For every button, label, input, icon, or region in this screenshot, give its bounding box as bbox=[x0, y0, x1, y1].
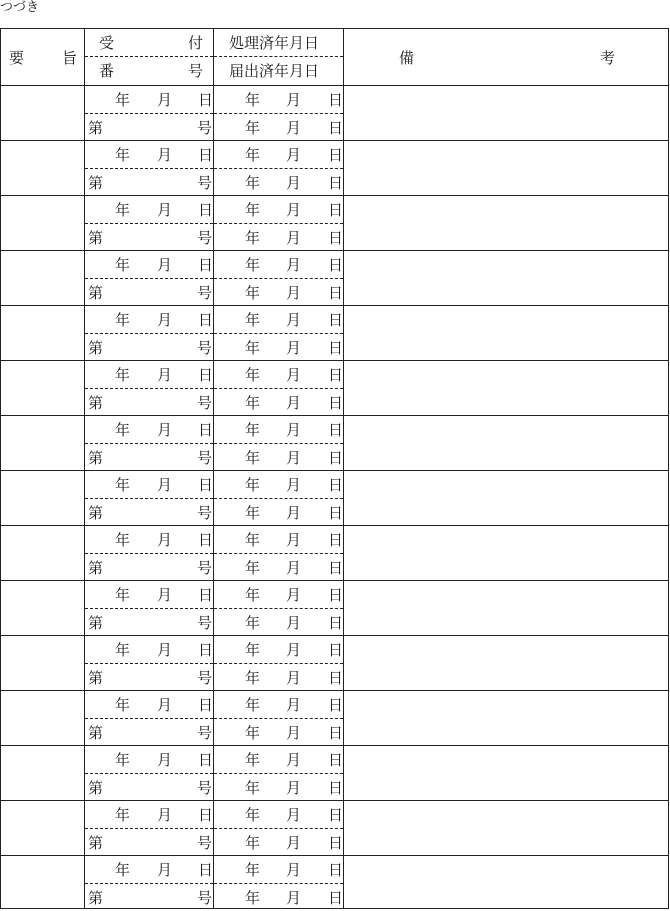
day-label: 日 bbox=[198, 256, 214, 274]
processed-date-cell[interactable] bbox=[214, 141, 343, 168]
receipt-date-cell[interactable] bbox=[85, 526, 213, 553]
year-label: 年 bbox=[245, 614, 261, 632]
month-label: 月 bbox=[157, 641, 173, 659]
receipt-date-cell[interactable] bbox=[85, 361, 213, 388]
remarks-cell[interactable] bbox=[344, 471, 668, 525]
day-label: 日 bbox=[198, 476, 214, 494]
year-label: 年 bbox=[245, 751, 261, 769]
month-label: 月 bbox=[286, 394, 302, 412]
summary-cell[interactable] bbox=[1, 251, 84, 305]
year-label: 年 bbox=[245, 421, 261, 439]
year-label: 年 bbox=[245, 449, 261, 467]
month-label: 月 bbox=[157, 91, 173, 109]
month-label: 月 bbox=[286, 696, 302, 714]
month-label: 月 bbox=[286, 669, 302, 687]
day-label: 日 bbox=[328, 806, 344, 824]
summary-cell[interactable] bbox=[1, 86, 84, 140]
day-label: 日 bbox=[328, 696, 344, 714]
receipt-date-cell[interactable] bbox=[85, 856, 213, 883]
day-label: 日 bbox=[328, 861, 344, 879]
receipt-date-cell[interactable] bbox=[85, 691, 213, 718]
year-label: 年 bbox=[245, 394, 261, 412]
year-label: 年 bbox=[245, 724, 261, 742]
number-prefix-label: 第 bbox=[88, 504, 104, 522]
receipt-number-cell[interactable] bbox=[85, 334, 213, 361]
table-row bbox=[1, 471, 668, 526]
day-label: 日 bbox=[328, 889, 344, 907]
filed-date-cell[interactable] bbox=[214, 884, 343, 911]
header-processed-date bbox=[229, 29, 333, 56]
header-filed-date-label: 届出済年月日 bbox=[229, 62, 320, 80]
receipt-date-cell[interactable] bbox=[85, 196, 213, 223]
summary-cell[interactable] bbox=[1, 691, 84, 745]
number-prefix-label: 第 bbox=[88, 394, 104, 412]
year-label: 年 bbox=[245, 366, 261, 384]
summary-cell[interactable] bbox=[1, 196, 84, 250]
year-label: 年 bbox=[245, 146, 261, 164]
number-prefix-label: 第 bbox=[88, 119, 104, 137]
filed-date-cell[interactable] bbox=[214, 664, 343, 691]
month-label: 月 bbox=[157, 476, 173, 494]
processed-date-cell[interactable] bbox=[214, 306, 343, 333]
day-label: 日 bbox=[328, 421, 344, 439]
receipt-number-cell[interactable] bbox=[85, 829, 213, 856]
month-label: 月 bbox=[157, 806, 173, 824]
month-label: 月 bbox=[286, 119, 302, 137]
day-label: 日 bbox=[328, 229, 344, 247]
filed-date-cell[interactable] bbox=[214, 279, 343, 306]
day-label: 日 bbox=[328, 641, 344, 659]
month-label: 月 bbox=[157, 861, 173, 879]
month-label: 月 bbox=[286, 366, 302, 384]
header-processed-date-label: 処理済年月日 bbox=[229, 34, 320, 52]
month-label: 月 bbox=[286, 504, 302, 522]
day-label: 日 bbox=[198, 146, 214, 164]
receipt-number-cell[interactable] bbox=[85, 444, 213, 471]
month-label: 月 bbox=[157, 201, 173, 219]
remarks-cell[interactable] bbox=[344, 581, 668, 635]
summary-cell[interactable] bbox=[1, 306, 84, 360]
page-caption: つづき bbox=[0, 0, 40, 15]
header-remarks-char: 考 bbox=[599, 48, 615, 67]
processed-date-cell[interactable] bbox=[214, 526, 343, 553]
month-label: 月 bbox=[286, 174, 302, 192]
processed-date-cell[interactable] bbox=[214, 636, 343, 663]
receipt-date-cell[interactable] bbox=[85, 746, 213, 773]
month-label: 月 bbox=[286, 806, 302, 824]
month-label: 月 bbox=[157, 311, 173, 329]
day-label: 日 bbox=[198, 806, 214, 824]
day-label: 日 bbox=[328, 724, 344, 742]
summary-cell[interactable] bbox=[1, 636, 84, 690]
receipt-number-cell[interactable] bbox=[85, 389, 213, 416]
day-label: 日 bbox=[198, 366, 214, 384]
table-row bbox=[1, 691, 668, 746]
day-label: 日 bbox=[328, 449, 344, 467]
table-row bbox=[1, 746, 668, 801]
day-label: 日 bbox=[328, 284, 344, 302]
remarks-cell[interactable] bbox=[344, 856, 668, 910]
table-row bbox=[1, 801, 668, 856]
month-label: 月 bbox=[286, 751, 302, 769]
remarks-cell[interactable] bbox=[344, 196, 668, 250]
day-label: 日 bbox=[328, 834, 344, 852]
day-label: 日 bbox=[198, 751, 214, 769]
number-prefix-label: 第 bbox=[88, 174, 104, 192]
month-label: 月 bbox=[286, 339, 302, 357]
header-receipt bbox=[99, 29, 203, 56]
dashed-divider bbox=[214, 56, 343, 57]
receipt-number-cell[interactable] bbox=[85, 774, 213, 801]
year-label: 年 bbox=[245, 256, 261, 274]
year-label: 年 bbox=[245, 229, 261, 247]
day-label: 日 bbox=[328, 146, 344, 164]
day-label: 日 bbox=[198, 586, 214, 604]
table-row bbox=[1, 526, 668, 581]
number-prefix-label: 第 bbox=[88, 614, 104, 632]
table-row bbox=[1, 581, 668, 636]
month-label: 月 bbox=[286, 531, 302, 549]
summary-cell[interactable] bbox=[1, 801, 84, 855]
receipt-number-cell[interactable] bbox=[85, 114, 213, 141]
processed-date-cell[interactable] bbox=[214, 196, 343, 223]
number-suffix-label: 号 bbox=[197, 614, 213, 632]
table-row bbox=[1, 361, 668, 416]
remarks-cell[interactable] bbox=[344, 746, 668, 800]
receipt-date-cell[interactable] bbox=[85, 86, 213, 113]
month-label: 月 bbox=[286, 724, 302, 742]
number-suffix-label: 号 bbox=[197, 504, 213, 522]
receipt-date-cell[interactable] bbox=[85, 636, 213, 663]
header-number-char: 号 bbox=[187, 62, 203, 80]
year-label: 年 bbox=[115, 696, 131, 714]
filed-date-cell[interactable] bbox=[214, 774, 343, 801]
day-label: 日 bbox=[198, 91, 214, 109]
month-label: 月 bbox=[286, 889, 302, 907]
year-label: 年 bbox=[115, 311, 131, 329]
day-label: 日 bbox=[328, 311, 344, 329]
remarks-cell[interactable] bbox=[344, 691, 668, 745]
month-label: 月 bbox=[286, 311, 302, 329]
filed-date-cell[interactable] bbox=[214, 719, 343, 746]
number-suffix-label: 号 bbox=[197, 834, 213, 852]
year-label: 年 bbox=[245, 641, 261, 659]
remarks-cell[interactable] bbox=[344, 801, 668, 855]
header-receipt-char: 付 bbox=[187, 34, 203, 52]
day-label: 日 bbox=[328, 586, 344, 604]
receipt-date-cell[interactable] bbox=[85, 801, 213, 828]
number-suffix-label: 号 bbox=[197, 394, 213, 412]
header-filed-date bbox=[229, 57, 333, 84]
month-label: 月 bbox=[286, 586, 302, 604]
year-label: 年 bbox=[245, 861, 261, 879]
year-label: 年 bbox=[245, 696, 261, 714]
day-label: 日 bbox=[328, 91, 344, 109]
number-suffix-label: 号 bbox=[197, 339, 213, 357]
year-label: 年 bbox=[245, 669, 261, 687]
month-label: 月 bbox=[157, 366, 173, 384]
number-prefix-label: 第 bbox=[88, 339, 104, 357]
filed-date-cell[interactable] bbox=[214, 334, 343, 361]
day-label: 日 bbox=[198, 641, 214, 659]
processed-date-cell[interactable] bbox=[214, 581, 343, 608]
number-prefix-label: 第 bbox=[88, 834, 104, 852]
summary-cell[interactable] bbox=[1, 746, 84, 800]
receipt-number-cell[interactable] bbox=[85, 884, 213, 911]
filed-date-cell[interactable] bbox=[214, 224, 343, 251]
remarks-cell[interactable] bbox=[344, 526, 668, 580]
day-label: 日 bbox=[328, 779, 344, 797]
remarks-cell[interactable] bbox=[344, 416, 668, 470]
year-label: 年 bbox=[115, 806, 131, 824]
month-label: 月 bbox=[286, 229, 302, 247]
header-receipt-char: 受 bbox=[99, 34, 115, 52]
header-summary-char: 旨 bbox=[61, 48, 77, 67]
table-row bbox=[1, 636, 668, 691]
processed-date-cell[interactable] bbox=[214, 86, 343, 113]
month-label: 月 bbox=[286, 641, 302, 659]
processed-date-cell[interactable] bbox=[214, 856, 343, 883]
year-label: 年 bbox=[245, 889, 261, 907]
receipt-number-cell[interactable] bbox=[85, 664, 213, 691]
day-label: 日 bbox=[328, 394, 344, 412]
receipt-date-cell[interactable] bbox=[85, 416, 213, 443]
year-label: 年 bbox=[245, 201, 261, 219]
filed-date-cell[interactable] bbox=[214, 114, 343, 141]
filed-date-cell[interactable] bbox=[214, 444, 343, 471]
table-row bbox=[1, 86, 668, 141]
receipt-date-cell[interactable] bbox=[85, 306, 213, 333]
remarks-cell[interactable] bbox=[344, 361, 668, 415]
year-label: 年 bbox=[115, 201, 131, 219]
receipt-date-cell[interactable] bbox=[85, 471, 213, 498]
day-label: 日 bbox=[328, 174, 344, 192]
header-remarks bbox=[399, 29, 615, 85]
month-label: 月 bbox=[157, 586, 173, 604]
filed-date-cell[interactable] bbox=[214, 554, 343, 581]
year-label: 年 bbox=[245, 834, 261, 852]
month-label: 月 bbox=[157, 146, 173, 164]
table-row bbox=[1, 306, 668, 361]
table-row bbox=[1, 416, 668, 471]
day-label: 日 bbox=[328, 366, 344, 384]
year-label: 年 bbox=[115, 641, 131, 659]
year-label: 年 bbox=[245, 806, 261, 824]
year-label: 年 bbox=[115, 256, 131, 274]
month-label: 月 bbox=[286, 834, 302, 852]
number-suffix-label: 号 bbox=[197, 174, 213, 192]
number-prefix-label: 第 bbox=[88, 449, 104, 467]
header-summary bbox=[9, 29, 77, 85]
month-label: 月 bbox=[286, 146, 302, 164]
number-suffix-label: 号 bbox=[197, 724, 213, 742]
day-label: 日 bbox=[198, 311, 214, 329]
year-label: 年 bbox=[115, 146, 131, 164]
day-label: 日 bbox=[198, 201, 214, 219]
table-row bbox=[1, 251, 668, 306]
summary-cell[interactable] bbox=[1, 856, 84, 910]
number-suffix-label: 号 bbox=[197, 889, 213, 907]
day-label: 日 bbox=[198, 861, 214, 879]
number-prefix-label: 第 bbox=[88, 889, 104, 907]
remarks-cell[interactable] bbox=[344, 251, 668, 305]
receipt-date-cell[interactable] bbox=[85, 581, 213, 608]
processed-date-cell[interactable] bbox=[214, 416, 343, 443]
filed-date-cell[interactable] bbox=[214, 829, 343, 856]
remarks-cell[interactable] bbox=[344, 306, 668, 360]
filed-date-cell[interactable] bbox=[214, 499, 343, 526]
summary-cell[interactable] bbox=[1, 361, 84, 415]
year-label: 年 bbox=[245, 504, 261, 522]
number-prefix-label: 第 bbox=[88, 284, 104, 302]
month-label: 月 bbox=[157, 256, 173, 274]
processed-date-cell[interactable] bbox=[214, 251, 343, 278]
month-label: 月 bbox=[286, 559, 302, 577]
processed-date-cell[interactable] bbox=[214, 691, 343, 718]
month-label: 月 bbox=[286, 476, 302, 494]
number-suffix-label: 号 bbox=[197, 449, 213, 467]
day-label: 日 bbox=[328, 201, 344, 219]
receipt-number-cell[interactable] bbox=[85, 224, 213, 251]
day-label: 日 bbox=[328, 256, 344, 274]
year-label: 年 bbox=[115, 861, 131, 879]
month-label: 月 bbox=[286, 256, 302, 274]
year-label: 年 bbox=[115, 586, 131, 604]
filed-date-cell[interactable] bbox=[214, 169, 343, 196]
year-label: 年 bbox=[245, 339, 261, 357]
year-label: 年 bbox=[245, 586, 261, 604]
processed-date-cell[interactable] bbox=[214, 471, 343, 498]
number-prefix-label: 第 bbox=[88, 669, 104, 687]
month-label: 月 bbox=[286, 779, 302, 797]
header-number bbox=[99, 57, 203, 84]
table-row bbox=[1, 141, 668, 196]
filed-date-cell[interactable] bbox=[214, 389, 343, 416]
summary-cell[interactable] bbox=[1, 526, 84, 580]
dashed-divider bbox=[85, 56, 213, 57]
month-label: 月 bbox=[286, 284, 302, 302]
table-header bbox=[1, 29, 668, 85]
summary-cell[interactable] bbox=[1, 581, 84, 635]
year-label: 年 bbox=[245, 91, 261, 109]
year-label: 年 bbox=[115, 531, 131, 549]
receipt-date-cell[interactable] bbox=[85, 251, 213, 278]
day-label: 日 bbox=[198, 696, 214, 714]
year-label: 年 bbox=[245, 174, 261, 192]
day-label: 日 bbox=[198, 421, 214, 439]
day-label: 日 bbox=[328, 559, 344, 577]
number-suffix-label: 号 bbox=[197, 559, 213, 577]
receipt-date-cell[interactable] bbox=[85, 141, 213, 168]
year-label: 年 bbox=[245, 531, 261, 549]
month-label: 月 bbox=[286, 614, 302, 632]
remarks-cell[interactable] bbox=[344, 636, 668, 690]
month-label: 月 bbox=[286, 421, 302, 439]
day-label: 日 bbox=[328, 751, 344, 769]
year-label: 年 bbox=[245, 284, 261, 302]
day-label: 日 bbox=[198, 531, 214, 549]
day-label: 日 bbox=[328, 504, 344, 522]
year-label: 年 bbox=[115, 476, 131, 494]
day-label: 日 bbox=[328, 669, 344, 687]
day-label: 日 bbox=[328, 614, 344, 632]
header-number-char: 番 bbox=[99, 62, 115, 80]
processed-date-cell[interactable] bbox=[214, 361, 343, 388]
month-label: 月 bbox=[286, 201, 302, 219]
remarks-cell[interactable] bbox=[344, 86, 668, 140]
number-suffix-label: 号 bbox=[197, 229, 213, 247]
day-label: 日 bbox=[328, 119, 344, 137]
receipt-number-cell[interactable] bbox=[85, 554, 213, 581]
table-row bbox=[1, 196, 668, 251]
year-label: 年 bbox=[245, 559, 261, 577]
year-label: 年 bbox=[245, 779, 261, 797]
header-summary-char: 要 bbox=[9, 48, 25, 67]
month-label: 月 bbox=[157, 751, 173, 769]
number-prefix-label: 第 bbox=[88, 559, 104, 577]
year-label: 年 bbox=[115, 751, 131, 769]
day-label: 日 bbox=[328, 339, 344, 357]
summary-cell[interactable] bbox=[1, 416, 84, 470]
receipt-number-cell[interactable] bbox=[85, 719, 213, 746]
month-label: 月 bbox=[286, 449, 302, 467]
year-label: 年 bbox=[245, 119, 261, 137]
register-form-table bbox=[0, 28, 669, 909]
processed-date-cell[interactable] bbox=[214, 801, 343, 828]
summary-cell[interactable] bbox=[1, 141, 84, 195]
number-prefix-label: 第 bbox=[88, 779, 104, 797]
remarks-cell[interactable] bbox=[344, 141, 668, 195]
header-remarks-char: 備 bbox=[399, 48, 415, 67]
year-label: 年 bbox=[245, 311, 261, 329]
number-suffix-label: 号 bbox=[197, 669, 213, 687]
month-label: 月 bbox=[286, 91, 302, 109]
summary-cell[interactable] bbox=[1, 471, 84, 525]
month-label: 月 bbox=[157, 696, 173, 714]
month-label: 月 bbox=[157, 531, 173, 549]
month-label: 月 bbox=[157, 421, 173, 439]
number-suffix-label: 号 bbox=[197, 284, 213, 302]
receipt-number-cell[interactable] bbox=[85, 609, 213, 636]
filed-date-cell[interactable] bbox=[214, 609, 343, 636]
year-label: 年 bbox=[115, 421, 131, 439]
number-suffix-label: 号 bbox=[197, 119, 213, 137]
number-prefix-label: 第 bbox=[88, 229, 104, 247]
year-label: 年 bbox=[245, 476, 261, 494]
year-label: 年 bbox=[115, 366, 131, 384]
number-prefix-label: 第 bbox=[88, 724, 104, 742]
processed-date-cell[interactable] bbox=[214, 746, 343, 773]
number-suffix-label: 号 bbox=[197, 779, 213, 797]
receipt-number-cell[interactable] bbox=[85, 279, 213, 306]
month-label: 月 bbox=[286, 861, 302, 879]
receipt-number-cell[interactable] bbox=[85, 169, 213, 196]
day-label: 日 bbox=[328, 476, 344, 494]
table-row bbox=[1, 856, 668, 911]
day-label: 日 bbox=[328, 531, 344, 549]
year-label: 年 bbox=[115, 91, 131, 109]
receipt-number-cell[interactable] bbox=[85, 499, 213, 526]
